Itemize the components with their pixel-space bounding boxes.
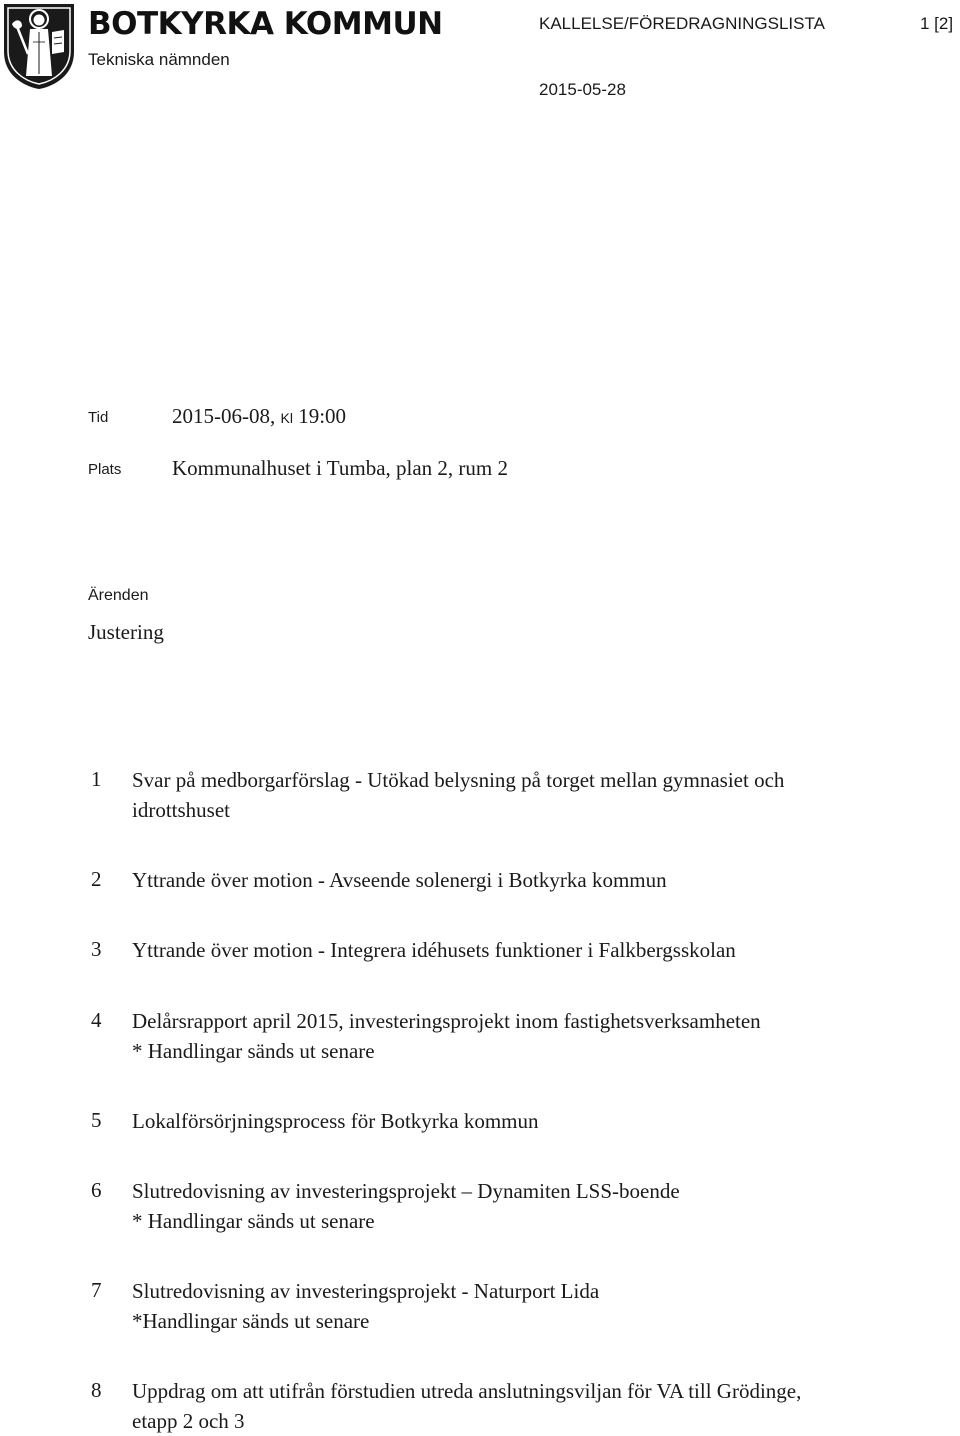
justering-heading: Justering xyxy=(88,620,164,644)
coat-of-arms-logo xyxy=(2,2,76,90)
time-kl: Kl xyxy=(280,410,293,426)
attribute-right xyxy=(52,30,64,54)
page-number: 1 [2] xyxy=(920,14,954,33)
time-label: Tid xyxy=(88,409,109,426)
agenda-item-note: * Handlingar sänds ut senare xyxy=(132,1209,375,1233)
agenda-item-number: 5 xyxy=(91,1108,102,1132)
place-value: Kommunalhuset i Tumba, plan 2, rum 2 xyxy=(172,456,508,480)
agenda-item-number: 7 xyxy=(91,1278,102,1302)
org-name: BOTKYRKA KOMMUN xyxy=(88,6,443,42)
agenda-item-title-cont: etapp 2 och 3 xyxy=(132,1409,245,1433)
agenda-item-title: Slutredovisning av investeringsprojekt – Dynamiten LSS-boende xyxy=(132,1179,680,1203)
agenda-item-title-cont: idrottshuset xyxy=(132,798,230,822)
agenda-item-title: Uppdrag om att utifrån förstudien utreda anslutningsviljan för VA till Grödinge, xyxy=(132,1379,802,1403)
agenda-item-number: 8 xyxy=(91,1378,102,1402)
time-date: 2015-06-08, xyxy=(172,404,276,428)
document-date: 2015-05-28 xyxy=(539,80,626,99)
agenda-item-note: * Handlingar sänds ut senare xyxy=(132,1039,375,1063)
agenda-item-number: 6 xyxy=(91,1178,102,1202)
time-clock: 19:00 xyxy=(298,404,347,428)
agenda-item-number: 2 xyxy=(91,867,102,891)
figure-head xyxy=(34,15,45,26)
agenda-item-title: Yttrande över motion - Avseende solenergi i Botkyrka kommun xyxy=(132,868,667,892)
agenda-item-title: Slutredovisning av investeringsprojekt - Naturport Lida xyxy=(132,1279,600,1303)
document-type: KALLELSE/FÖREDRAGNINGSLISTA xyxy=(539,14,825,33)
agenda-item-number: 1 xyxy=(91,767,102,791)
agenda-item-note: *Handlingar sänds ut senare xyxy=(132,1309,370,1333)
agenda-item-title: Yttrande över motion - Integrera idéhusets funktioner i Falkbergsskolan xyxy=(132,938,736,962)
time-value xyxy=(172,404,346,429)
section-label: Ärenden xyxy=(88,587,149,604)
department: Tekniska nämnden xyxy=(88,50,230,69)
place-label: Plats xyxy=(88,461,122,478)
agenda-item-number: 3 xyxy=(91,937,102,961)
agenda-item-title: Delårsrapport april 2015, investeringsprojekt inom fastighetsverksamheten xyxy=(132,1009,761,1033)
agenda-item-title: Svar på medborgarförslag - Utökad belysning på torget mellan gymnasiet och xyxy=(132,768,785,792)
agenda-item-number: 4 xyxy=(91,1008,102,1032)
agenda-item-title: Lokalförsörjningsprocess för Botkyrka kommun xyxy=(132,1109,539,1133)
